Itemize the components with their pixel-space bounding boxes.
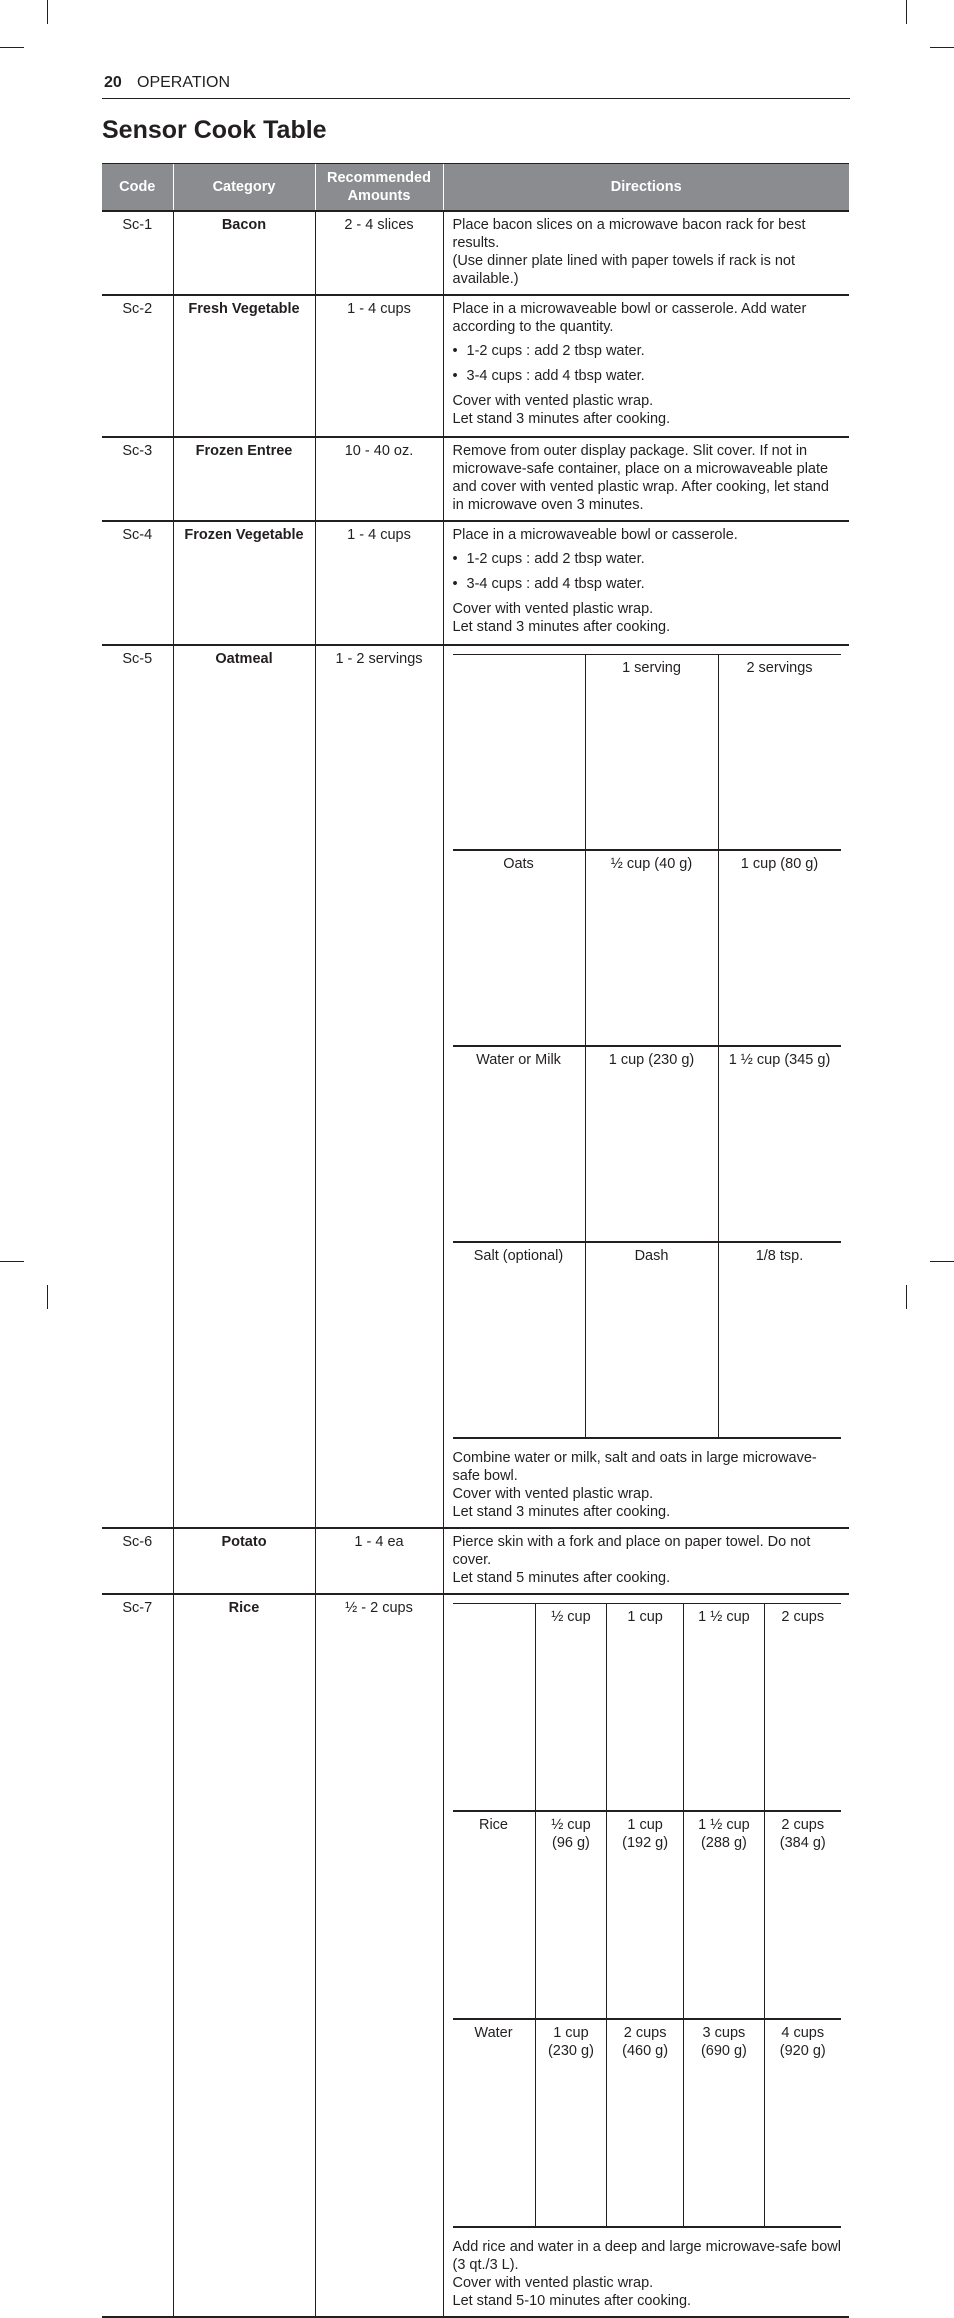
directions-cell [443, 645, 849, 1528]
page-number: 20 [104, 74, 122, 91]
subtable-cell [453, 1604, 536, 1812]
bullet-list [453, 550, 844, 593]
subtable-cell: ½ cup (40 g) [585, 850, 718, 1046]
directions-text: Let stand 3 minutes after cooking. [452, 1504, 671, 1520]
directions-text: Let stand 5-10 minutes after cooking. [452, 2293, 692, 2309]
section-name: OPERATION [137, 74, 231, 91]
page-title: Sensor Cook Table [102, 116, 327, 144]
subtable-row [453, 1811, 841, 2019]
page-header [102, 72, 850, 99]
subtable-cell: 2 cups [765, 1604, 841, 1812]
directions-text: Let stand 3 minutes after cooking. [452, 411, 671, 427]
subtable-row [453, 1604, 841, 1812]
code-cell: Sc-2 [102, 295, 173, 437]
amount-cell: 10 - 40 oz. [315, 437, 443, 521]
amount-cell: 2 - 4 slices [315, 211, 443, 295]
subtable-cell: 1 cup (192 g) [607, 1811, 683, 2019]
category-cell: Frozen Vegetable [173, 521, 315, 645]
table-row [102, 645, 849, 1528]
subtable-cell: 1 cup (80 g) [718, 850, 841, 1046]
table-row [102, 437, 849, 521]
directions-cell [443, 211, 849, 295]
subtable-cell: Dash [585, 1242, 718, 1438]
crop-mark [0, 1261, 24, 1262]
amount-cell: 1 - 4 cups [315, 295, 443, 437]
directions-text: Remove from outer display package. Slit cover. If not in microwave-safe container, place on a microwaveable plate and cover with vented plastic wrap. After cooking, let stand in microwave oven 3 minutes. [452, 443, 829, 513]
code-cell: Sc-7 [102, 1594, 173, 2317]
bullet-item: • 1-2 cups : add 2 tbsp water. [453, 550, 844, 568]
directions-text: Add rice and water in a deep and large microwave-safe bowl (3 qt./3 L). [452, 2239, 841, 2273]
column-header-category: Category [173, 164, 315, 212]
amount-cell: 1 - 4 ea [315, 1528, 443, 1594]
subtable-cell: Salt (optional) [453, 1242, 586, 1438]
table-row [102, 211, 849, 295]
directions-text: Cover with vented plastic wrap. [452, 601, 654, 617]
directions-text: Place in a microwaveable bowl or casserole. [452, 527, 738, 543]
subtable-row [453, 655, 841, 851]
subtable-cell: Water or Milk [453, 1046, 586, 1242]
subtable-cell: 1 ½ cup (288 g) [683, 1811, 764, 2019]
subtable-cell [453, 655, 586, 851]
crop-mark [0, 47, 24, 48]
subtable-row [453, 1046, 841, 1242]
directions-text: Cover with vented plastic wrap. [452, 1486, 654, 1502]
subtable-cell: 1 serving [585, 655, 718, 851]
category-cell: Fresh Vegetable [173, 295, 315, 437]
directions-text: Place in a microwaveable bowl or casserole. Add water according to the quantity. [452, 301, 807, 335]
subtable-cell: 1 ½ cup (345 g) [718, 1046, 841, 1242]
column-header-amounts: Recommended Amounts [315, 164, 443, 212]
crop-mark [906, 0, 907, 24]
subtable-cell: Water [453, 2019, 536, 2227]
directions-text: Cover with vented plastic wrap. [452, 2275, 654, 2291]
code-cell: Sc-4 [102, 521, 173, 645]
table-row [102, 295, 849, 437]
table-row [102, 1594, 849, 2317]
subtable-cell: 3 cups (690 g) [683, 2019, 764, 2227]
table-row [102, 521, 849, 645]
subtable-cell: Rice [453, 1811, 536, 2019]
subtable-cell: 1 ½ cup [683, 1604, 764, 1812]
category-cell: Rice [173, 1594, 315, 2317]
subtable-cell: ½ cup [535, 1604, 607, 1812]
table-row [102, 1528, 849, 1594]
subtable-cell: Oats [453, 850, 586, 1046]
subtable-cell: 1 cup (230 g) [535, 2019, 607, 2227]
bullet-item: • 1-2 cups : add 2 tbsp water. [453, 342, 844, 360]
directions-cell [443, 295, 849, 437]
directions-text: Pierce skin with a fork and place on paper towel. Do not cover. [452, 1534, 811, 1568]
subtable-cell: 2 servings [718, 655, 841, 851]
bullet-item: • 3-4 cups : add 4 tbsp water. [453, 367, 844, 385]
crop-mark [930, 1261, 954, 1262]
table-header-row [102, 164, 849, 212]
code-cell: Sc-3 [102, 437, 173, 521]
amount-cell: 1 - 2 servings [315, 645, 443, 1528]
directions-text: Let stand 5 minutes after cooking. [452, 1570, 671, 1586]
rice-quantity-table [453, 1603, 841, 2228]
subtable-cell: 1 cup (230 g) [585, 1046, 718, 1242]
amount-cell: 1 - 4 cups [315, 521, 443, 645]
oatmeal-quantity-table [453, 654, 841, 1439]
subtable-row [453, 2019, 841, 2227]
subtable-cell: 2 cups (384 g) [765, 1811, 841, 2019]
sensor-cook-table [102, 163, 849, 2318]
code-cell: Sc-6 [102, 1528, 173, 1594]
code-cell: Sc-5 [102, 645, 173, 1528]
directions-text: Cover with vented plastic wrap. [452, 393, 654, 409]
subtable-cell: 1 cup [607, 1604, 683, 1812]
amount-cell: ½ - 2 cups [315, 1594, 443, 2317]
subtable-row [453, 850, 841, 1046]
code-cell: Sc-1 [102, 211, 173, 295]
category-cell: Oatmeal [173, 645, 315, 1528]
subtable-cell: 2 cups (460 g) [607, 2019, 683, 2227]
subtable-cell: 4 cups (920 g) [765, 2019, 841, 2227]
directions-text: Let stand 3 minutes after cooking. [452, 619, 671, 635]
directions-cell [443, 521, 849, 645]
subtable-cell: 1/8 tsp. [718, 1242, 841, 1438]
column-header-directions: Directions [443, 164, 849, 212]
crop-mark [47, 1285, 48, 1309]
crop-mark [47, 0, 48, 24]
subtable-cell: ½ cup (96 g) [535, 1811, 607, 2019]
category-cell: Frozen Entree [173, 437, 315, 521]
directions-cell [443, 1528, 849, 1594]
directions-cell [443, 1594, 849, 2317]
directions-cell [443, 437, 849, 521]
directions-text: Place bacon slices on a microwave bacon rack for best results. [452, 217, 806, 251]
crop-mark [906, 1285, 907, 1309]
bullet-item: • 3-4 cups : add 4 tbsp water. [453, 575, 844, 593]
crop-mark [930, 47, 954, 48]
category-cell: Bacon [173, 211, 315, 295]
directions-text: Combine water or milk, salt and oats in large microwave-safe bowl. [452, 1450, 817, 1484]
category-cell: Potato [173, 1528, 315, 1594]
directions-text: (Use dinner plate lined with paper towels if rack is not available.) [452, 253, 796, 287]
subtable-row [453, 1242, 841, 1438]
bullet-list [453, 342, 844, 385]
column-header-code: Code [102, 164, 173, 212]
